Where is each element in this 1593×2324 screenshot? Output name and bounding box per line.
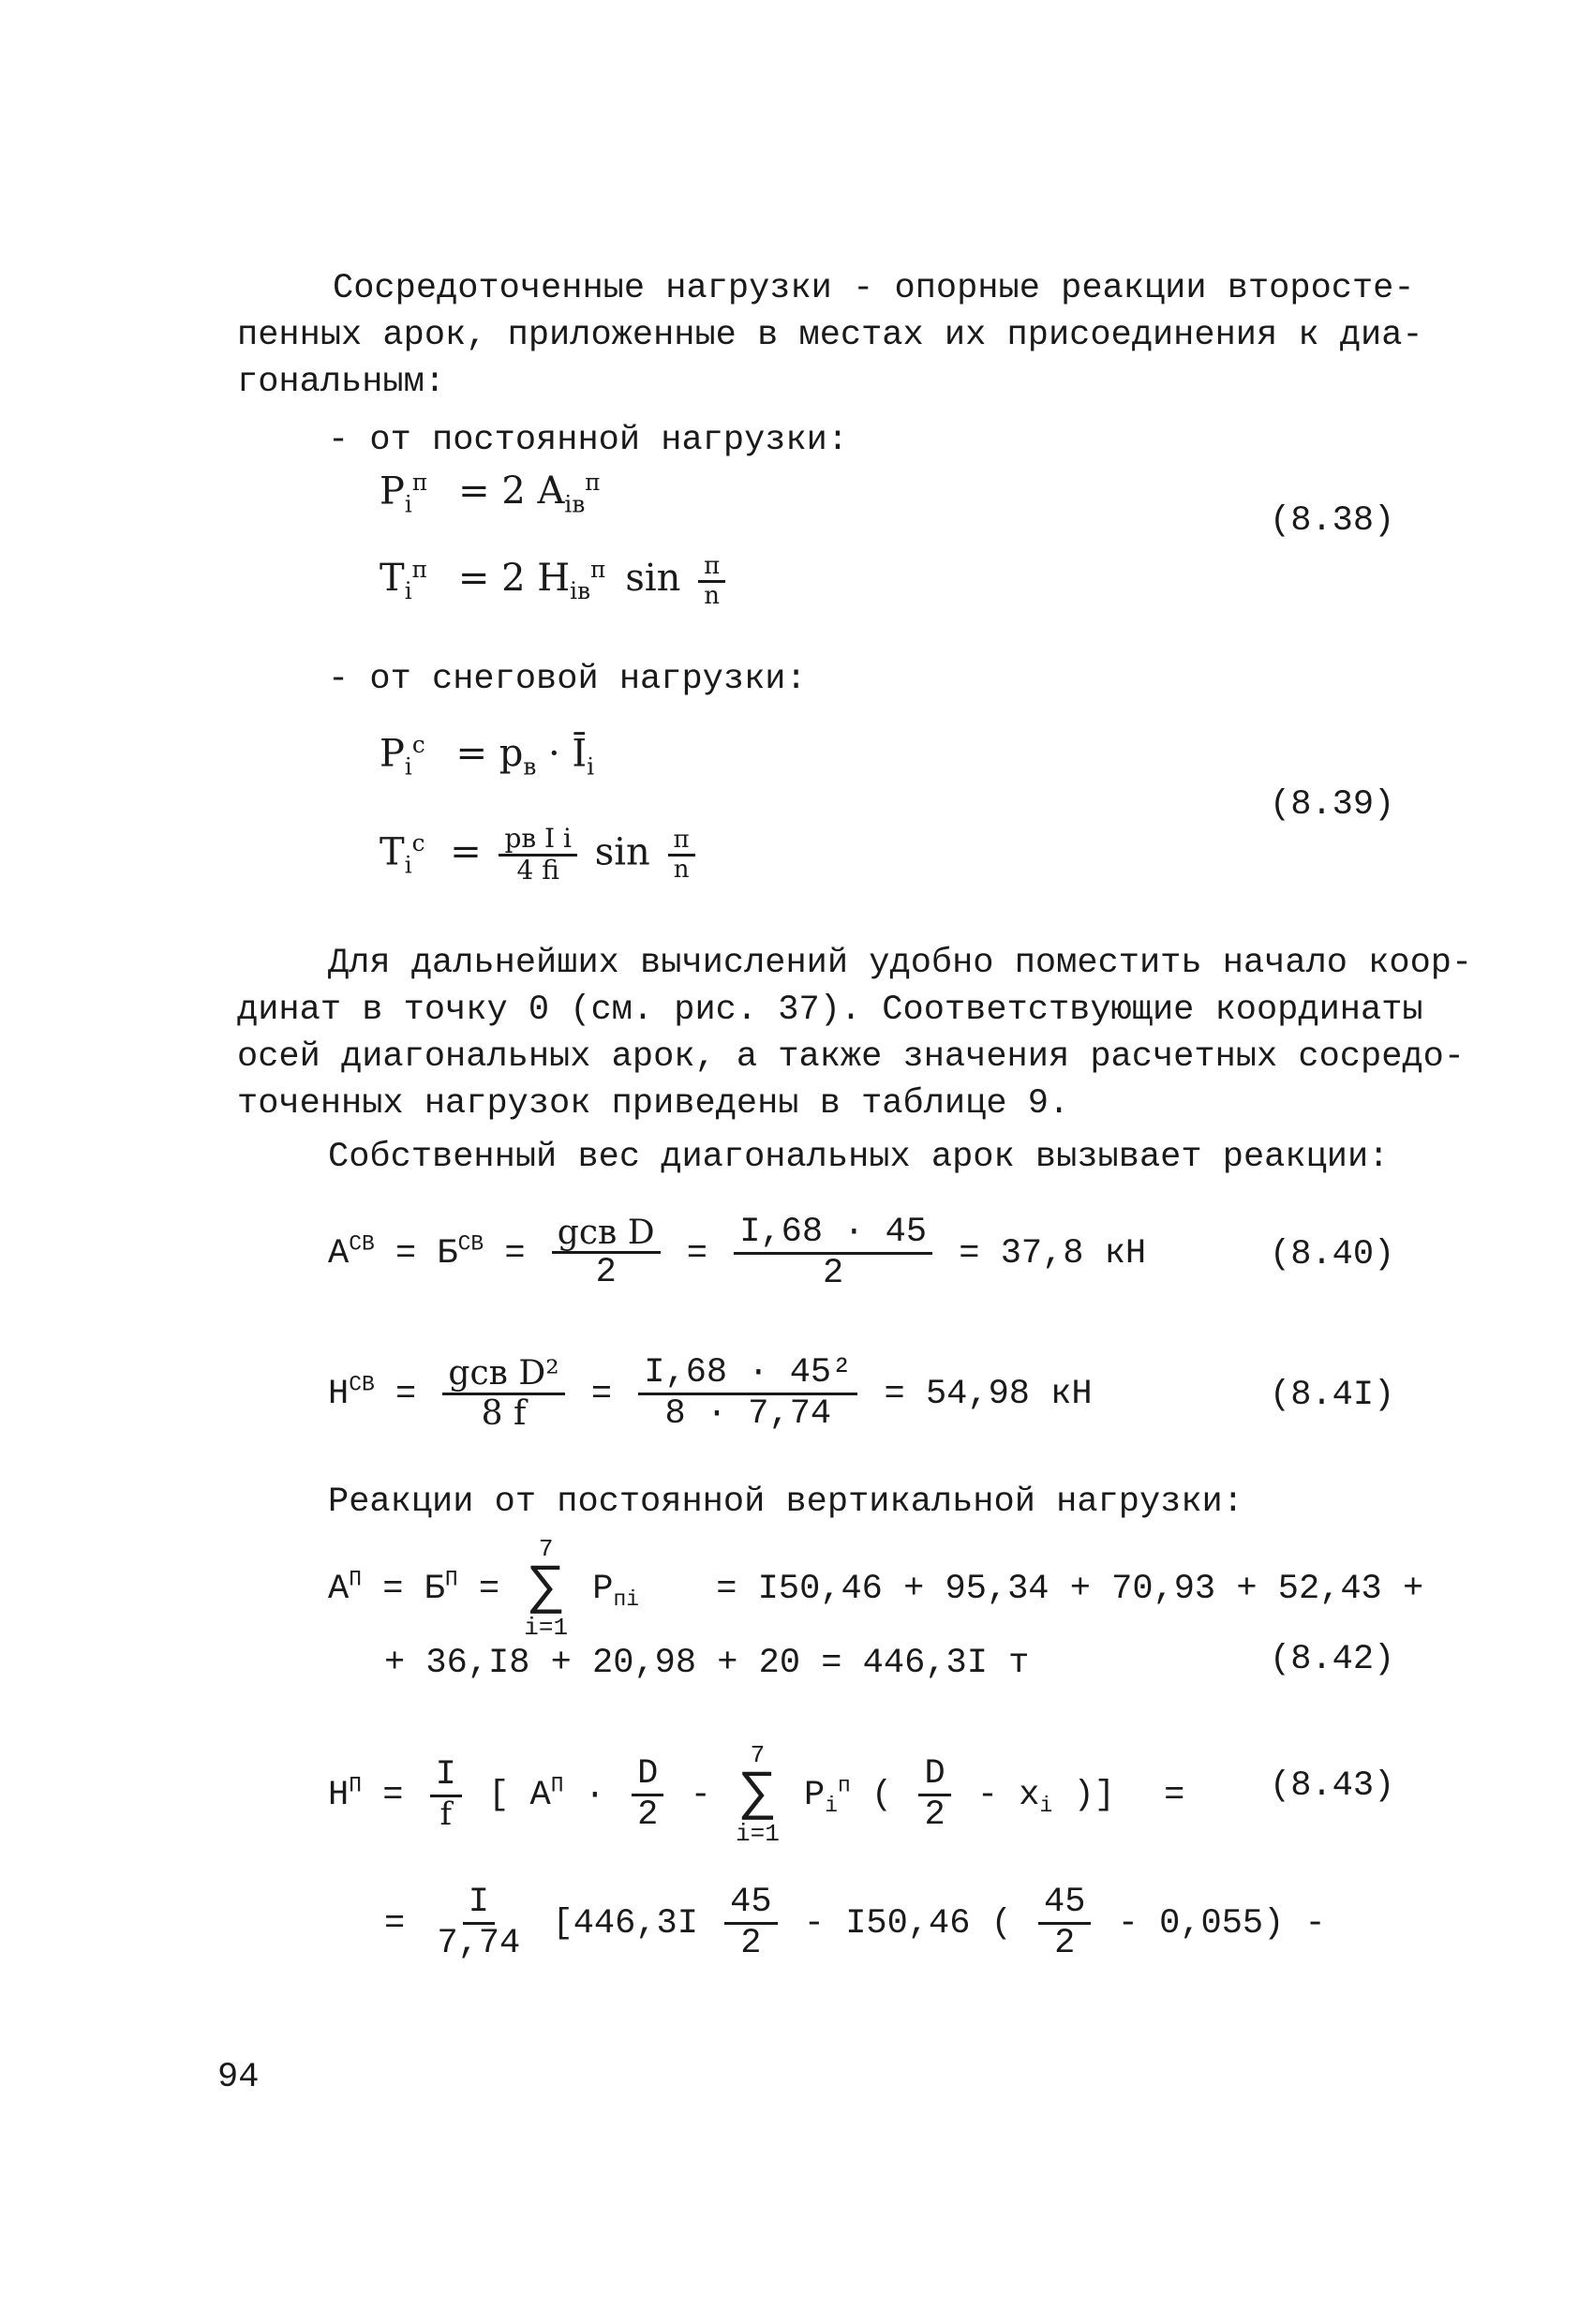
coords-line-1: Для дальнейших вычислений удобно поместить начало коор- — [328, 944, 1473, 983]
snow-load-label: - от снеговой нагрузки: — [328, 660, 807, 699]
eq-8-43-line-1: $H^П$ = $\frac{I}{f}$ [ $A^П$ · $\frac{D}{2}$ - 7 ∑ i=1 $P_i^п$ ( $\frac{D}{2}$ - $x_i$ )] = — [328, 1741, 1185, 1848]
eq-8-41: $H^{СВ}$ = $\frac{\text{gсв D²}}{8 f}$ = $\frac{\text{I,68 · 45²}}{8 \cdot 7,74}$ = 54,98 кН — [328, 1353, 1093, 1434]
permanent-load-label: - от постоянной нагрузки: — [328, 421, 849, 460]
page-number: 94 — [217, 2058, 260, 2097]
eq-8-42-line-1: $A^П = Б^П$ = 7 ∑ i=1 $P_{пi} = I50,46 + 95,34 + 70,93 + 52,43$ + — [328, 1535, 1424, 1642]
eq-8-42-line-2: + 36,I8 + 20,98 + 20 = 446,3I т — [384, 1644, 1030, 1683]
eq-number-8-42: (8.42) — [1270, 1640, 1395, 1679]
eq-8-40: $A^{СВ} = Б^{СВ}$ = $\frac{\text{gсв D}}{2}$ = $\frac{I,68 \cdot 45}{2}$ = 37,8 кН — [328, 1213, 1147, 1293]
eq-number-8-38: (8.38) — [1270, 501, 1395, 541]
intro-line-1: Сосредоточенные нагрузки - опорные реакции второсте- — [333, 269, 1415, 308]
coords-line-2: динат в точку 0 (см. рис. 37). Соответствующие координаты — [237, 991, 1423, 1030]
eq-number-8-41: (8.4I) — [1270, 1376, 1395, 1415]
intro-line-2: пенных арок, приложенные в местах их присоединения к диа- — [237, 316, 1423, 355]
eq-8-39-line-2: $T_i^с$ = $\frac{\text{pв I i}}{4 fi}$ sin $\frac{\pi}{n}$ — [380, 825, 701, 886]
eq-number-8-39: (8.39) — [1270, 785, 1395, 825]
eq-8-38-line-2: $T_i^п = 2$ $H_{iв}^п$ sin $\frac{\pi}{n}$ — [380, 553, 731, 609]
vertical-load-label: Реакции от постоянной вертикальной нагрузки: — [328, 1482, 1243, 1522]
coords-line-3: осей диагональных арок, а также значения расчетных сосредо- — [237, 1037, 1466, 1077]
intro-line-3: гональным: — [237, 363, 446, 402]
eq-8-43-line-2: = $\frac{I}{7,74}$ [446,3I $\frac{45}{2}$ - I50,46 ( $\frac{45}{2}$ - 0,055) - — [384, 1883, 1326, 1963]
eq-number-8-43: (8.43) — [1270, 1766, 1395, 1806]
eq-8-38-line-1: $P_i^п = 2$ $A_{iв}^п$ — [380, 469, 601, 518]
self-weight-label: Собственный вес диагональных арок вызывает реакции: — [328, 1138, 1390, 1177]
eq-number-8-40: (8.40) — [1270, 1235, 1395, 1274]
coords-line-4: точенных нагрузок приведены в таблице 9. — [237, 1084, 1070, 1124]
eq-8-39-line-1: $P_i^с = p_в$ · $Ī_i$ — [380, 731, 595, 781]
